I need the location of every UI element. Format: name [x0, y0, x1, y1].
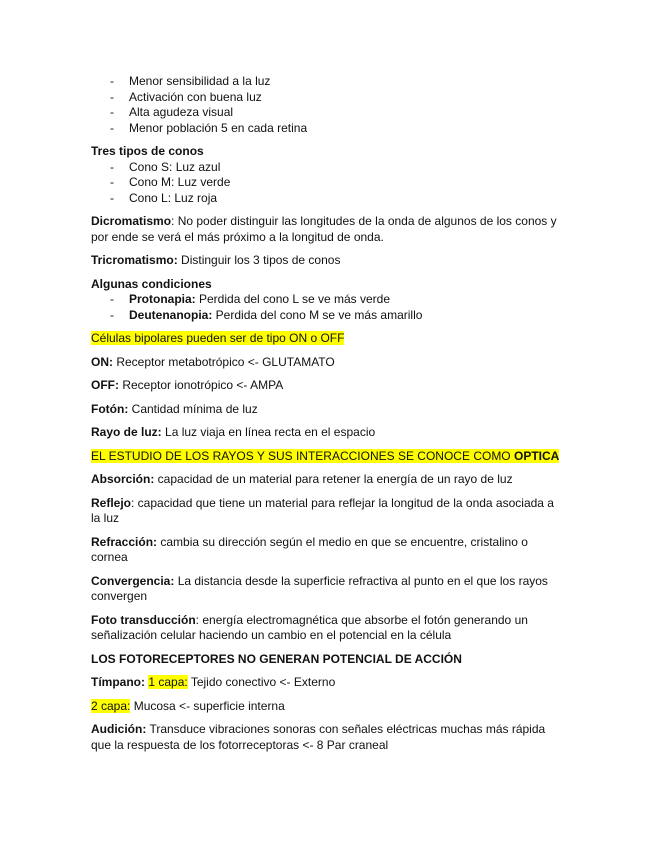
document-page	[91, 74, 566, 753]
paragraph-capa-2: 2 capa: Mucosa <- superficie interna	[91, 698, 285, 713]
list-item: - Menor población 5 en cada retina	[91, 121, 566, 137]
paragraph-audicion: Audición: Transduce vibraciones sonoras con señales eléctricas muchas más rápida que la respuesta de los fotorreceptoras <- 8 Par craneal	[91, 722, 546, 752]
paragraph-convergencia: Convergencia: La distancia desde la superficie refractiva al punto en el que los rayos convergen	[91, 573, 548, 603]
heading-condiciones: Algunas condiciones	[91, 276, 212, 291]
list-item: - Activación con buena luz	[91, 90, 566, 106]
list-condiciones	[91, 292, 566, 323]
list-item: - Cono L: Luz roja	[91, 191, 566, 207]
paragraph-bipolares: Células bipolares pueden ser de tipo ON o OFF	[91, 331, 345, 345]
paragraph-reflejo: Reflejo: capacidad que tiene un material para reflejar la longitud de la onda asociada a la luz	[91, 495, 554, 525]
paragraph-dicromatismo: Dicromatismo: No poder distinguir las longitudes de la onda de algunos de los conos y por ende se verá el más próximo a la longitud de onda.	[91, 214, 557, 244]
list-item: - Alta agudeza visual	[91, 105, 566, 121]
paragraph-absorcion: Absorción: capacidad de un material para retener la energía de un rayo de luz	[91, 472, 513, 486]
list-bastones	[91, 74, 566, 136]
list-conos	[91, 160, 566, 207]
paragraph-tricromatismo: Tricromatismo: Distinguir los 3 tipos de conos	[91, 253, 341, 267]
list-item: - Deutenanopia: Perdida del cono M se ve más amarillo	[91, 308, 566, 324]
paragraph-foton: Fotón: Cantidad mínima de luz	[91, 401, 258, 416]
list-item: - Cono M: Luz verde	[91, 175, 566, 191]
list-item: - Menor sensibilidad a la luz	[91, 74, 566, 90]
paragraph-foto-transduccion: Foto transducción: energía electromagnética que absorbe el fotón generando un señalización celular haciendo un cambio en el potencial en la célula	[91, 612, 528, 642]
paragraph-timpano: Tímpano: 1 capa: Tejido conectivo <- Externo	[91, 675, 336, 689]
list-item: - Protonapia: Perdida del cono L se ve más verde	[91, 292, 566, 308]
heading-fotoreceptores: LOS FOTORECEPTORES NO GENERAN POTENCIAL DE ACCIÓN	[91, 651, 462, 666]
heading-tres-tipos: Tres tipos de conos	[91, 144, 204, 158]
paragraph-estudio: EL ESTUDIO DE LOS RAYOS Y SUS INTERACCIONES SE CONOCE COMO OPTICA	[91, 448, 560, 463]
list-item: - Cono S: Luz azul	[91, 160, 566, 176]
paragraph-on: ON: Receptor metabotrópico <- GLUTAMATO	[91, 354, 335, 369]
paragraph-off: OFF: Receptor ionotrópico <- AMPA	[91, 378, 284, 392]
paragraph-rayo: Rayo de luz: La luz viaja en línea recta en el espacio	[91, 425, 376, 439]
paragraph-refraccion: Refracción: cambia su dirección según el medio en que se encuentre, cristalino o cornea	[91, 534, 528, 564]
